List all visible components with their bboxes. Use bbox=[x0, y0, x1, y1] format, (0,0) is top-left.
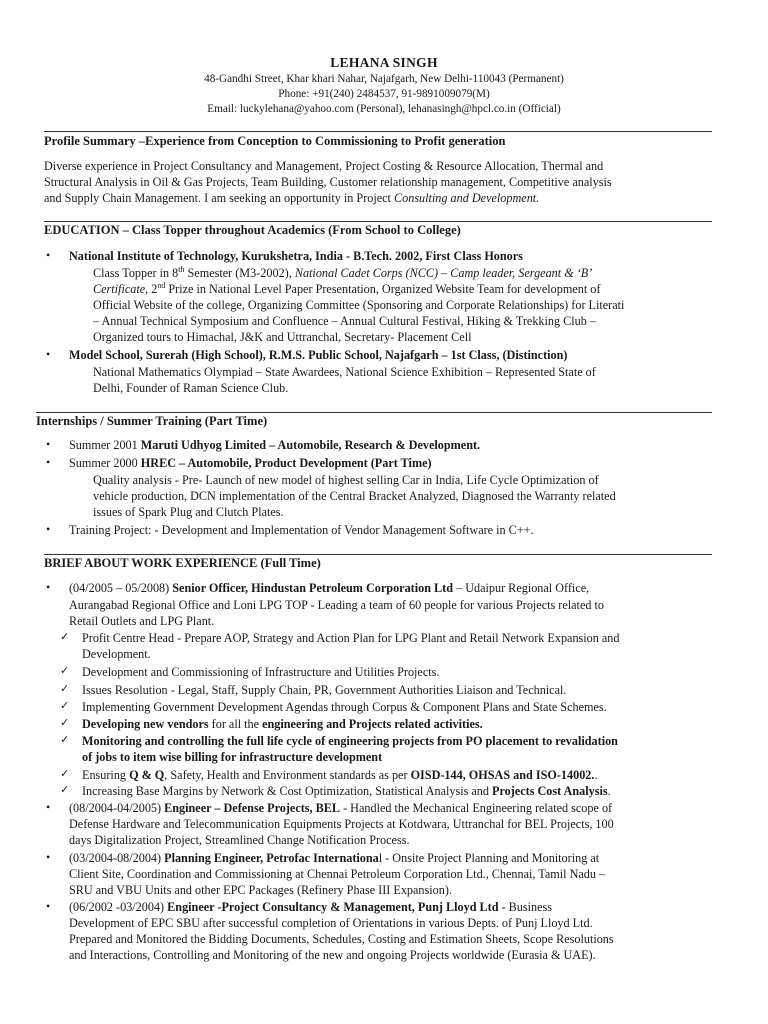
check-icon: ✓ bbox=[60, 767, 70, 780]
profile-heading: Profile Summary –Experience from Conception to Commissioning to Profit generation bbox=[44, 134, 506, 148]
bullet-icon: • bbox=[46, 580, 51, 594]
job-detail-line: Client Site, Coordination and Commissioning at Chennai Petroleum Corporation Ltd., Chennai, Tamil Nadu – bbox=[69, 867, 606, 881]
section-rule bbox=[36, 412, 712, 413]
job-detail-line: Retail Outlets and LPG Plant. bbox=[69, 614, 215, 628]
job-checklist-item: Profit Centre Head - Prepare AOP, Strategy and Action Plan for LPG Plant and Retail Network Expansion and bbox=[82, 631, 620, 645]
internship-item: Training Project: - Development and Implementation of Vendor Management Software in C++. bbox=[69, 523, 534, 537]
check-icon: ✓ bbox=[60, 716, 70, 729]
internship-detail-line: Quality analysis - Pre- Launch of new model of highest selling Car in India, Life Cycle Optimization of bbox=[93, 473, 599, 487]
job-detail-line: Aurangabad Regional Office and Loni LPG TOP - Leading a team of 60 people for various Projects related to bbox=[69, 598, 604, 612]
internship-detail-line: issues of Spark Plug and Clutch Plates. bbox=[93, 505, 284, 519]
job-detail-line: Defense Hardware and Telecommunication Equipments Projects at Kotdwara, Uttranchal for BEL Projects, 100 bbox=[69, 817, 614, 831]
internship-item: Summer 2000 HREC – Automobile, Product Development (Part Time) bbox=[69, 456, 432, 470]
section-rule bbox=[44, 554, 712, 555]
education-heading: EDUCATION – Class Topper throughout Academics (From School to College) bbox=[44, 223, 461, 237]
address-line: 48-Gandhi Street, Khar khari Nahar, Najafgarh, New Delhi-110043 (Permanent) bbox=[204, 73, 564, 85]
education-detail-line: Class Topper in 8th Semester (M3-2002), National Cadet Corps (NCC) – Camp leader, Sergeant & ‘B’ bbox=[93, 264, 593, 280]
check-icon: ✓ bbox=[60, 733, 70, 746]
bullet-icon: • bbox=[46, 437, 51, 451]
education-college-title: National Institute of Technology, Kurukshetra, India - B.Tech. 2002, First Class Honors bbox=[69, 249, 523, 263]
profile-text-line: Diverse experience in Project Consultancy and Management, Project Costing & Resource Allocation, Thermal and bbox=[44, 159, 604, 173]
job-checklist-item: of jobs to item wise billing for infrastructure development bbox=[82, 750, 383, 764]
bullet-icon: • bbox=[46, 850, 51, 864]
job-checklist-item: Development and Commissioning of Infrastructure and Utilities Projects. bbox=[82, 665, 440, 679]
job-title-line: (08/2004-04/2005) Engineer – Defense Projects, BEL - Handled the Mechanical Engineering related scope of bbox=[69, 801, 613, 815]
education-detail-line: National Mathematics Olympiad – State Awardees, National Science Exhibition – Represented State of bbox=[93, 365, 596, 379]
work-heading: BRIEF ABOUT WORK EXPERIENCE (Full Time) bbox=[44, 556, 321, 570]
bullet-icon: • bbox=[46, 455, 51, 469]
job-checklist-item: Developing new vendors for all the engineering and Projects related activities. bbox=[82, 717, 483, 731]
job-checklist-item: Issues Resolution - Legal, Staff, Supply Chain, PR, Government Authorities Liaison and Technical. bbox=[82, 683, 567, 697]
check-icon: ✓ bbox=[60, 699, 70, 712]
job-checklist-item: Increasing Base Margins by Network & Cost Optimization, Statistical Analysis and Projects Cost Analysis. bbox=[82, 784, 611, 798]
check-icon: ✓ bbox=[60, 630, 70, 643]
internship-item: Summer 2001 Maruti Udhyog Limited – Automobile, Research & Development. bbox=[69, 438, 481, 452]
job-title-line: (06/2002 -03/2004) Engineer -Project Consultancy & Management, Punj Lloyd Ltd - Business bbox=[69, 900, 552, 914]
job-detail-line: Development of EPC SBU after successful completion of Orientations in various Depts. of Punj Lloyd Ltd. bbox=[69, 916, 593, 930]
job-detail-line: Prepared and Monitored the Bidding Documents, Schedules, Costing and Estimation Sheets, Scope Resolutions bbox=[69, 932, 614, 946]
check-icon: ✓ bbox=[60, 664, 70, 677]
job-checklist-item: Monitoring and controlling the full life cycle of engineering projects from PO placement to revalidation bbox=[82, 734, 618, 748]
email-line: Email: luckylehana@yahoo.com (Personal), lehanasingh@hpcl.co.in (Official) bbox=[207, 103, 561, 115]
bullet-icon: • bbox=[46, 347, 51, 361]
education-school-title: Model School, Surerah (High School), R.M.S. Public School, Najafgarh – 1st Class, (Distinction) bbox=[69, 348, 568, 362]
internships-heading: Internships / Summer Training (Part Time) bbox=[36, 414, 268, 428]
bullet-icon: • bbox=[46, 522, 51, 536]
section-rule bbox=[44, 131, 712, 132]
job-detail-line: days Digitalization Project, Streamlined Change Notification Process. bbox=[69, 833, 410, 847]
job-checklist-item: Development. bbox=[82, 647, 151, 661]
check-icon: ✓ bbox=[60, 682, 70, 695]
bullet-icon: • bbox=[46, 899, 51, 913]
education-detail-line: Certificate, 2nd Prize in National Level Paper Presentation, Organized Website Team for development of bbox=[93, 280, 601, 296]
job-checklist-item: Implementing Government Development Agendas through Corpus & Component Plans and State Schemes. bbox=[82, 700, 607, 714]
education-detail-line: Delhi, Founder of Raman Science Club. bbox=[93, 381, 289, 395]
job-detail-line: and Interactions, Controlling and Monitoring of the new and ongoing Projects worldwide (Eurasia & UAE). bbox=[69, 948, 596, 962]
job-checklist-item: Ensuring Q & Q, Safety, Health and Environment standards as per OISD-144, OHSAS and ISO-14002.. bbox=[82, 768, 598, 782]
job-title-line: (03/2004-08/2004) Planning Engineer, Petrofac International - Onsite Project Planning and Monitoring at bbox=[69, 851, 600, 865]
bullet-icon: • bbox=[46, 800, 51, 814]
education-detail-line: – Annual Technical Symposium and Confluence – Annual Cultural Festival, Hiking & Trekking Club – bbox=[93, 314, 596, 328]
education-detail-line: Organized tours to Himachal, J&K and Uttranchal, Secretary- Placement Cell bbox=[93, 330, 472, 344]
internship-detail-line: vehicle production, DCN implementation of the Central Bracket Analyzed, Diagnosed the Warranty related bbox=[93, 489, 616, 503]
phone-line: Phone: +91(240) 2484537, 91-9891009079(M) bbox=[278, 88, 490, 100]
job-detail-line: SRU and VBU Units and other EPC Packages (Refinery Phase III Expansion). bbox=[69, 883, 452, 897]
education-detail-line: Official Website of the college, Organizing Committee (Sponsoring and Corporate Relationships) for Literati bbox=[93, 298, 625, 312]
bullet-icon: • bbox=[46, 248, 51, 262]
profile-text-line: and Supply Chain Management. I am seeking an opportunity in Project Consulting and Development. bbox=[44, 191, 540, 205]
candidate-name: LEHANA SINGH bbox=[330, 55, 438, 70]
check-icon: ✓ bbox=[60, 783, 70, 796]
job-title-line: (04/2005 – 05/2008) Senior Officer, Hindustan Petroleum Corporation Ltd – Udaipur Regional Office, bbox=[69, 581, 590, 595]
section-rule bbox=[44, 221, 712, 222]
profile-text-line: Structural Analysis in Oil & Gas Projects, Team Building, Customer relationship management, Competitive analysis bbox=[44, 175, 612, 189]
